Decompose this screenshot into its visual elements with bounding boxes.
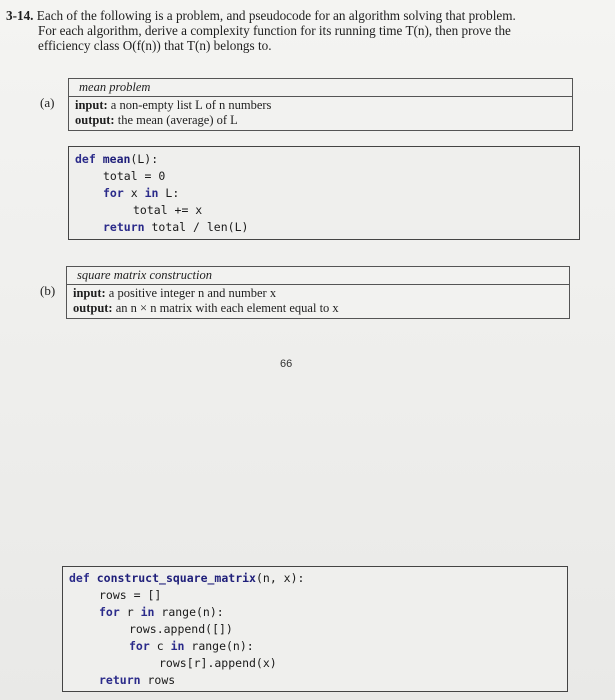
part-b-code-line-4: rows.append([]) — [129, 622, 233, 636]
part-a-title: mean problem — [69, 79, 572, 97]
part-b-output-text: an n × n matrix with each element equal to x — [115, 301, 339, 315]
part-a-label: (a) — [40, 95, 55, 110]
part-b-code-box — [62, 566, 568, 692]
part-b-code-line-6: rows[r].append(x) — [159, 656, 277, 670]
part-a-input-text: a non-empty list L of n numbers — [110, 98, 272, 112]
problem-line-3: efficiency class O(f(n)) that T(n) belongs to. — [38, 38, 272, 53]
part-b-code-line-1: def construct_square_matrix(n, x): — [69, 571, 305, 585]
problem-line-1: Each of the following is a problem, and pseudocode for an algorithm solving that problem. — [36, 8, 516, 23]
part-b-code-line-7: return rows — [99, 673, 176, 687]
part-a-spec-box — [68, 78, 573, 131]
part-b-input-keyword: input: — [73, 286, 106, 300]
part-a-code-line-1: def mean(L): — [75, 152, 159, 166]
part-b-input-text: a positive integer n and number x — [108, 286, 277, 300]
part-b-code-line-2: rows = [] — [99, 588, 162, 602]
part-a-code-box — [68, 146, 580, 240]
problem-number: 3-14. — [6, 8, 34, 23]
part-b-label: (b) — [40, 283, 56, 298]
part-a-code-line-2: total = 0 — [103, 169, 166, 183]
page-number: 66 — [280, 358, 293, 370]
part-b-spec-box — [66, 266, 570, 319]
part-b-title: square matrix construction — [67, 267, 569, 285]
part-b-code-line-5: for c in range(n): — [129, 639, 254, 653]
part-a-code-line-5: return total / len(L) — [103, 220, 249, 234]
part-a-code-line-4: total += x — [133, 203, 203, 217]
problem-line-2: For each algorithm, derive a complexity function for its running time T(n), then prove the — [38, 23, 511, 38]
part-a-output-keyword: output: — [75, 113, 115, 127]
part-b-output-keyword: output: — [73, 301, 113, 315]
part-a-output-text: the mean (average) of L — [117, 113, 238, 127]
part-a-code-line-3: for x in L: — [103, 186, 180, 200]
problem-statement — [6, 8, 596, 53]
part-a-input-keyword: input: — [75, 98, 108, 112]
part-b-code-line-3: for r in range(n): — [99, 605, 224, 619]
